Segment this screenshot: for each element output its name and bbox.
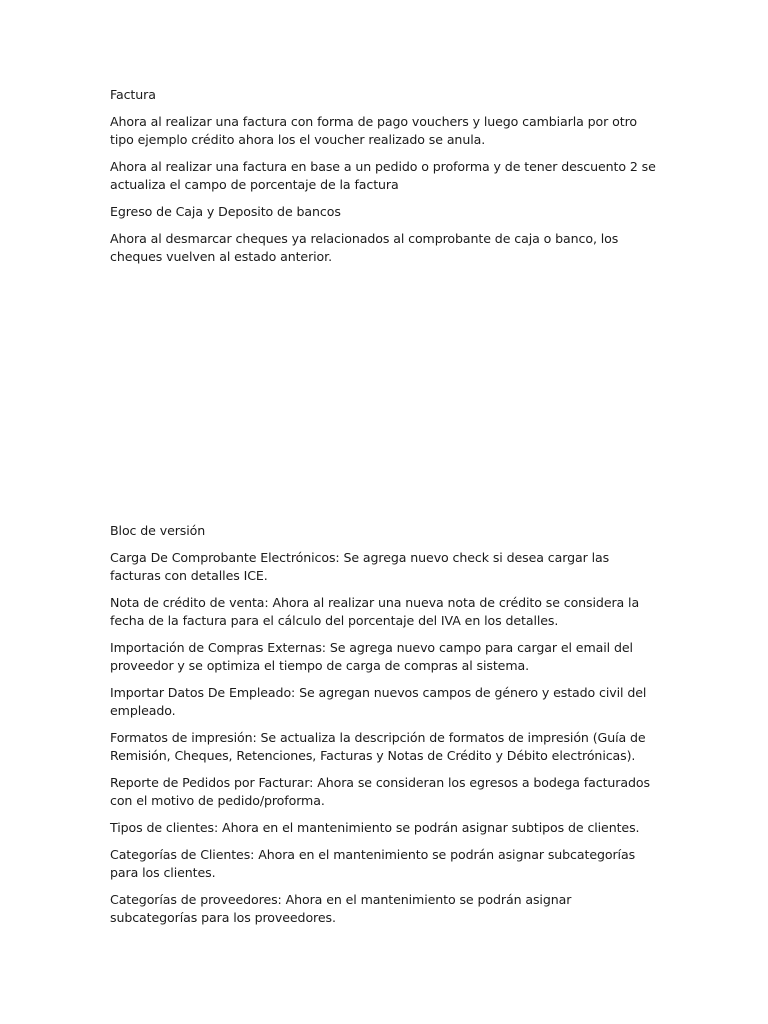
paragraph-factura-descuento: Ahora al realizar una factura en base a un pedido o proforma y de tener descuento 2 se actualiza el campo de porcentaje de la factura [110,159,656,192]
paragraph-importacion-compras: Importación de Compras Externas: Se agrega nuevo campo para cargar el email del proveedor y se optimiza el tiempo de carga de compras al sistema. [110,640,633,673]
paragraph-nota-credito: Nota de crédito de venta: Ahora al realizar una nueva nota de crédito se considera la fecha de la factura para el cálculo del porcentaje del IVA en los detalles. [110,595,640,628]
paragraph-carga-comprobante: Carga De Comprobante Electrónicos: Se agrega nuevo check si desea cargar las facturas con detalles ICE. [110,550,610,583]
paragraph-factura-vouchers: Ahora al realizar una factura con forma de pago vouchers y luego cambiarla por otro tipo ejemplo crédito ahora los el voucher realizado se anula. [110,114,637,147]
paragraph-categorias-clientes: Categorías de Clientes: Ahora en el mantenimiento se podrán asignar subcategorías para los clientes. [110,847,636,880]
paragraph-cheques: Ahora al desmarcar cheques ya relacionados al comprobante de caja o banco, los cheques vuelven al estado anterior. [110,231,619,264]
paragraph-importar-empleado: Importar Datos De Empleado: Se agregan nuevos campos de género y estado civil del empleado. [110,685,647,718]
top-text-block [110,86,658,275]
section-heading-egreso-caja: Egreso de Caja y Deposito de bancos [110,204,341,219]
bottom-text-block [110,522,658,936]
paragraph-tipos-clientes: Tipos de clientes: Ahora en el mantenimiento se podrán asignar subtipos de clientes. [110,820,640,835]
paragraph-reporte-pedidos: Reporte de Pedidos por Facturar: Ahora se consideran los egresos a bodega facturados con el motivo de pedido/proforma. [110,775,650,808]
section-heading-factura: Factura [110,87,156,102]
paragraph-categorias-proveedores: Categorías de proveedores: Ahora en el mantenimiento se podrán asignar subcategorías para los proveedores. [110,892,572,925]
section-heading-bloc-version: Bloc de versión [110,523,206,538]
paragraph-formatos-impresion: Formatos de impresión: Se actualiza la descripción de formatos de impresión (Guía de Remisión, Cheques, Retenciones, Facturas y Notas de Crédito y Débito electrónicas). [110,730,646,763]
